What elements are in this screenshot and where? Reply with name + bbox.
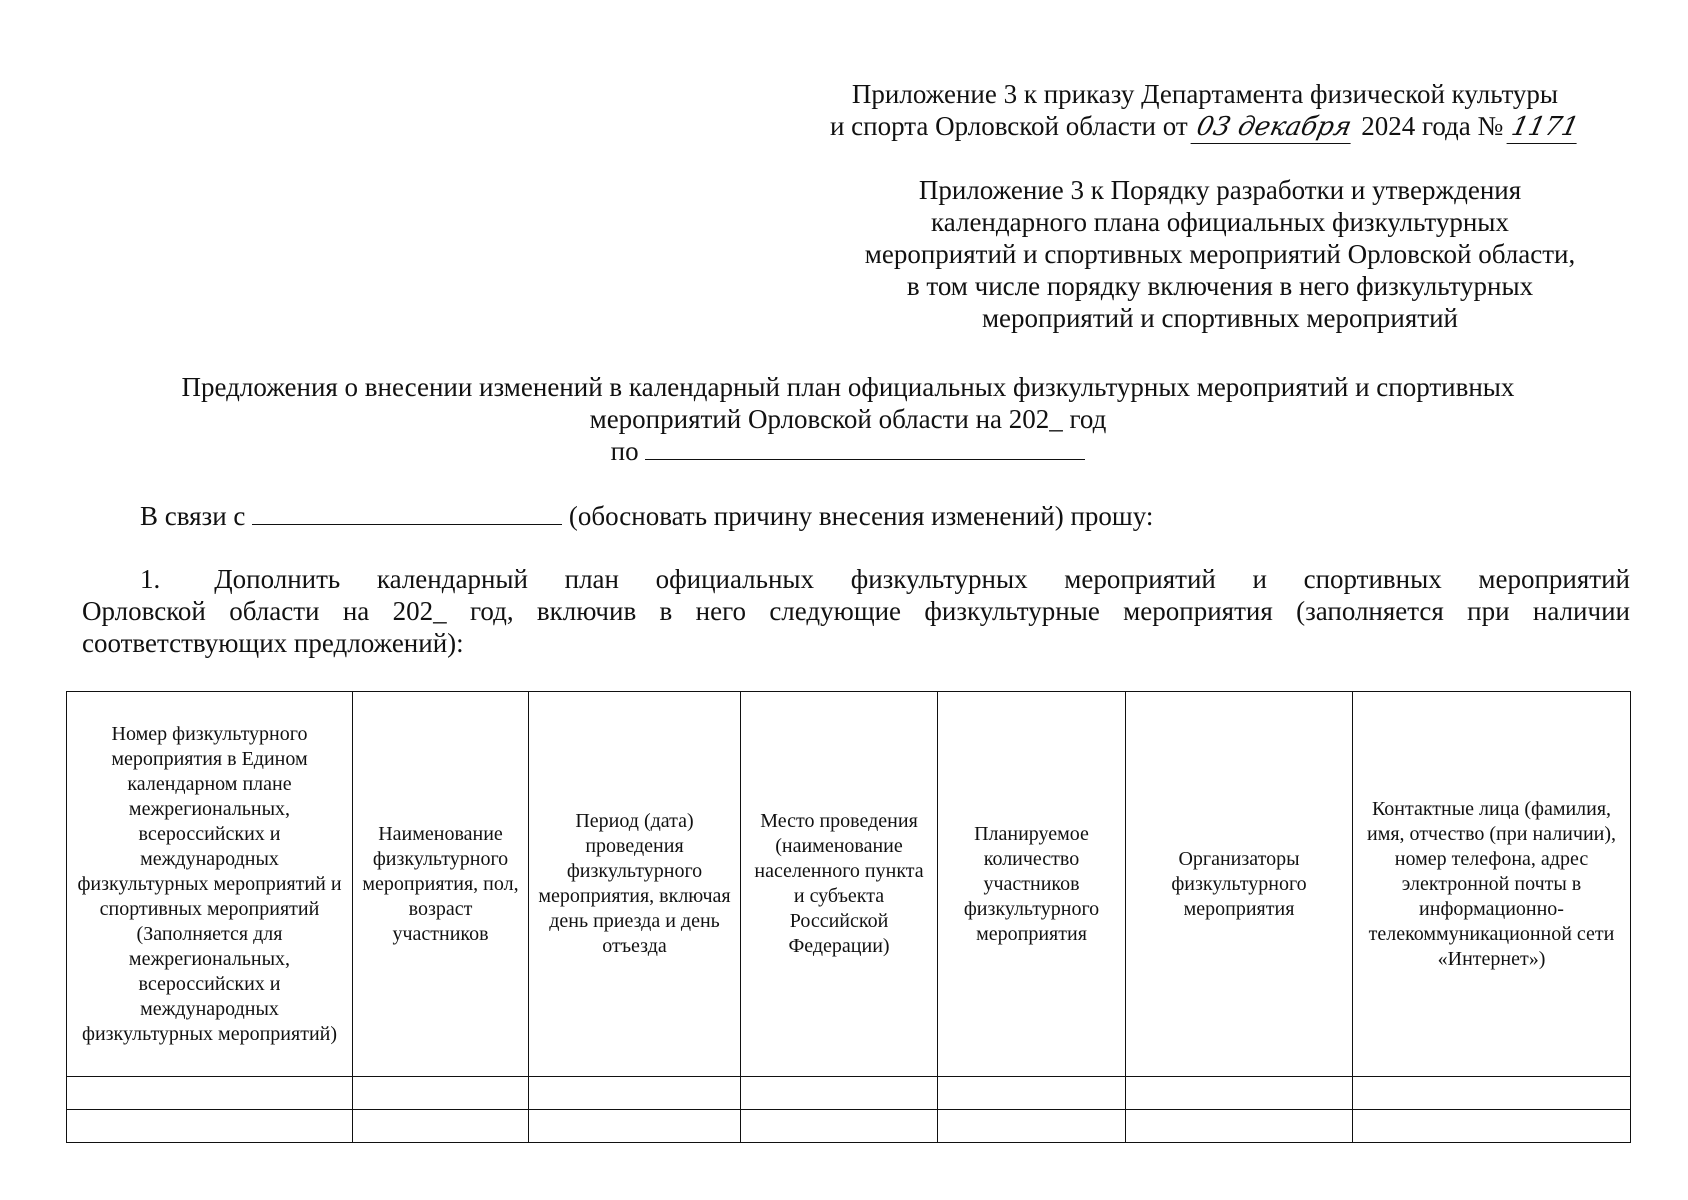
handwritten-date: 03 декабря [1191,111,1358,144]
table-cell[interactable] [529,1077,741,1110]
column-header: Номер физкультурного мероприятия в Едином календарном плане межрегиональных, всероссийских и международных физкультурных мероприятий и спортивных мероприятий (Заполняется для межрегиональных, всероссийских и международных физкультурных мероприятий) [67,692,353,1077]
table-row [67,1110,1631,1143]
table-cell[interactable] [353,1077,529,1110]
item-1-line-1 [82,563,1630,595]
reason-blank [252,523,562,525]
title-line-3 [66,435,1630,467]
table-cell[interactable] [529,1110,741,1143]
table-row [67,1077,1631,1110]
reason-line [140,500,1620,532]
appendix-line-2-middle: 2024 года № [1361,111,1504,141]
table-cell[interactable] [1353,1110,1631,1143]
reason-prefix: В связи с [140,501,246,531]
reason-suffix: (обосновать причину внесения изменений) прошу: [568,501,1154,531]
appendix-line-2-prefix: и спорта Орловской области от [829,111,1188,141]
procedure-appendix-line: в том числе порядку включения в него физкультурных [906,271,1534,301]
table-cell[interactable] [938,1077,1126,1110]
procedure-appendix [820,174,1620,334]
events-table [66,691,1631,1143]
table-cell[interactable] [938,1110,1126,1143]
handwritten-order-number: 1171 [1507,111,1584,144]
item-1-number: 1. [140,564,161,594]
column-header: Контактные лица (фамилия, имя, отчество (при наличии), номер телефона, адрес электронной почты в информационно-телекоммуникационной сети «Интернет») [1353,692,1631,1077]
item-1-paragraph [82,563,1630,659]
item-1-line-2: Орловской области на 202_ год, включив в него следующие физкультурные мероприятия (заполняется при наличии [82,596,1630,626]
column-header: Период (дата) проведения физкультурного мероприятия, включая день приезда и день отъезда [529,692,741,1077]
column-header: Планируемое количество участников физкультурного мероприятия [938,692,1126,1077]
column-header: Место проведения (наименование населенного пункта и субъекта Российской Федерации) [741,692,938,1077]
appendix-line-2 [780,110,1630,144]
table-cell[interactable] [741,1077,938,1110]
procedure-appendix-line: Приложение 3 к Порядку разработки и утверждения [918,175,1522,205]
column-header: Организаторы физкультурного мероприятия [1126,692,1353,1077]
table-cell[interactable] [1126,1110,1353,1143]
appendix-line-1: Приложение 3 к приказу Департамента физической культуры [851,79,1559,109]
procedure-appendix-line: мероприятий и спортивных мероприятий Орловской области, [864,239,1576,269]
document-title [66,371,1630,467]
table-cell[interactable] [1126,1077,1353,1110]
column-header: Наименование физкультурного мероприятия, пол, возраст участников [353,692,529,1077]
appendix-header [780,78,1630,144]
table-cell[interactable] [67,1077,353,1110]
table-cell[interactable] [353,1110,529,1143]
blank-line [645,458,1085,460]
title-line-3-label: по [610,436,639,466]
procedure-appendix-line: календарного плана официальных физкультурных [931,207,1509,237]
procedure-appendix-line: мероприятий и спортивных мероприятий [981,303,1459,333]
table-cell[interactable] [67,1110,353,1143]
item-1-line-3: соответствующих предложений): [82,628,464,658]
table-header-row [67,692,1631,1077]
item-1-text-1: Дополнить календарный план официальных физкультурных мероприятий и спортивных мероприятий [214,564,1630,594]
title-line-1: Предложения о внесении изменений в календарный план официальных физкультурных мероприятий и спортивных [181,372,1515,402]
table-cell[interactable] [741,1110,938,1143]
title-line-2: мероприятий Орловской области на 202_ год [589,404,1107,434]
table-cell[interactable] [1353,1077,1631,1110]
